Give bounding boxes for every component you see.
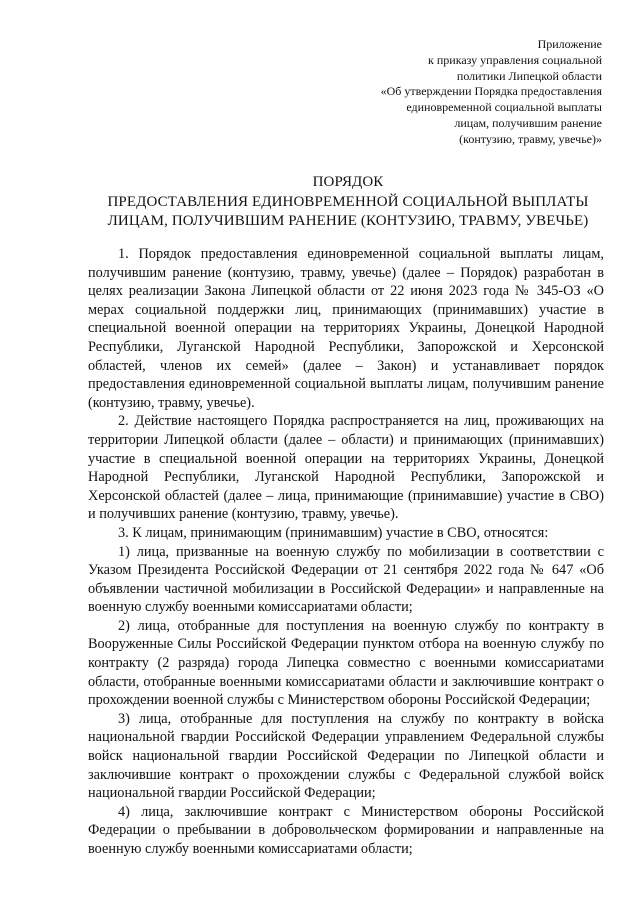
appendix-line: (контузию, травму, увечье)»: [459, 131, 602, 146]
paragraph-3: 3. К лицам, принимающим (принимавшим) участие в СВО, относятся:: [118, 524, 549, 541]
appendix-line: Приложение: [537, 37, 602, 51]
title-line-3: ЛИЦАМ, ПОЛУЧИВШИМ РАНЕНИЕ (КОНТУЗИЮ, ТРАВМУ, УВЕЧЬЕ): [107, 213, 589, 229]
title-line-1: ПОРЯДОК: [312, 174, 384, 190]
list-item-4: 4) лица, заключившие контракт с Министерством обороны Российской Федерации о пребывании в добровольческом формировании и направленные на военную службу военными комиссариатами области;: [88, 803, 604, 857]
document-body: [88, 245, 604, 859]
paragraph-2: 2. Действие настоящего Порядка распространяется на лиц, проживающих на территории Липецкой области (далее – области) и принимающих (принимавших) участие в специальной военной операции на территориях Украины, Донецкой Народной Республики, Луганской Народной Республики, Запорожской и Херсонской областей (далее – лица, принимающие (принимавшие) участие в СВО) и получивших ранение (контузию, травму, увечье).: [88, 413, 604, 523]
appendix-line: «Об утверждении Порядка предоставления: [380, 84, 602, 99]
list-item-3: 3) лица, отобранные для поступления на службу по контракту в войска национальной гвардии Российской Федерации управлением Федеральной службы войск национальной гвардии Российской Федерации по Липецкой области и заключившие контракт о прохождении службы с Федеральной службой войск национальной гвардии Российской Федерации;: [88, 710, 604, 802]
appendix-block: [302, 37, 602, 148]
paragraph-1: 1. Порядок предоставления единовременной социальной выплаты лицам, получившим ранение (контузию, травму, увечье) (далее – Порядок) разработан в целях реализации Закона Липецкой области от 22 июня 2023 года № 345-ОЗ «О мерах социальной поддержки лиц, принимающих (принимавших) участие в специальной военной операции на территориях Украины, Донецкой Народной Республики, Луганской Народной Республики, Запорожской и Херсонской областей, членов их семей» (далее – Закон) и устанавливает порядок предоставления единовременной социальной выплаты лицам, получившим ранение (контузию, травму, увечье).: [88, 246, 604, 411]
document-title: [88, 173, 608, 232]
appendix-line: политики Липецкой области: [456, 68, 602, 83]
title-line-2: ПРЕДОСТАВЛЕНИЯ ЕДИНОВРЕМЕННОЙ СОЦИАЛЬНОЙ ВЫПЛАТЫ: [107, 193, 589, 210]
appendix-line: лицам, получившим ранение: [454, 115, 602, 130]
list-item-1: 1) лица, призванные на военную службу по мобилизации в соответствии с Указом Президента Российской Федерации от 21 сентября 2022 года № 647 «Об объявлении частичной мобилизации в Российской Федерации» и направленные на военную службу военными комиссариатами области;: [88, 543, 604, 616]
appendix-line: к приказу управления социальной: [428, 52, 602, 67]
appendix-line: единовременной социальной выплаты: [406, 100, 602, 115]
list-item-2: 2) лица, отобранные для поступления на военную службу по контракту в Вооруженные Силы Российской Федерации пунктом отбора на военную службу по контракту (2 разряда) города Липецка совместно с военными комиссариатами области, отобранные военными комиссариатами области и заключившие контракт о прохождении военной службы с Министерством обороны Российской Федерации;: [88, 617, 604, 709]
